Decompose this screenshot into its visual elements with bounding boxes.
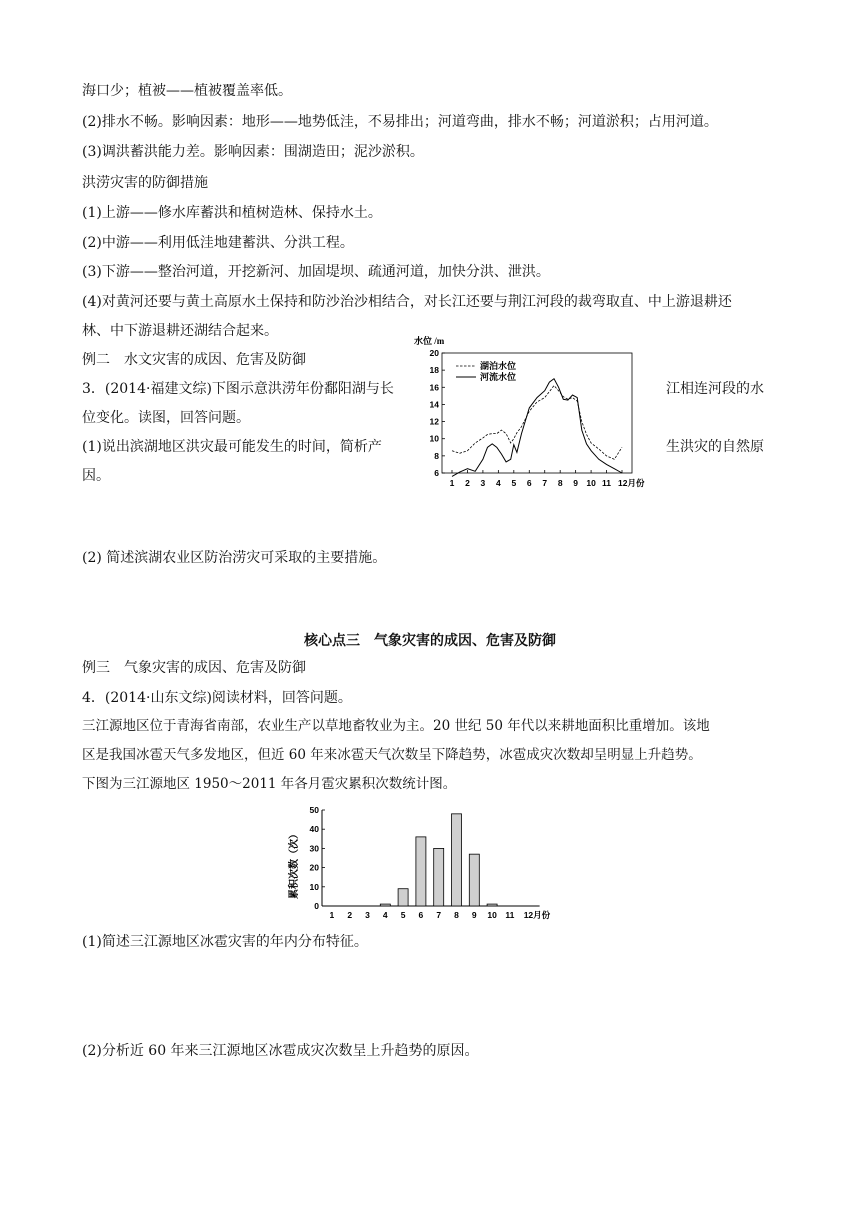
material-line-3: 下图为三江源地区 1950～2011 年各月雹灾累积次数统计图。	[82, 776, 457, 792]
chart2-ytick-label: 30	[309, 843, 319, 854]
question-4-intro: 4．(2014·山东文综)阅读材料，回答问题。	[82, 690, 352, 706]
question-3-intro-line2: 位变化。读图，回答问题。	[82, 410, 250, 426]
chart2-xtick-label: 1	[329, 910, 335, 920]
hail-bar-month-9	[469, 854, 479, 906]
chart2-xtick-label: 4	[382, 910, 388, 920]
chart1-xtick-label: 2	[465, 478, 470, 488]
question-3-intro: 3．(2014·福建文综)下图示意洪涝年份鄱阳湖与长	[82, 381, 394, 397]
example-two-title: 例二 水文灾害的成因、危害及防御	[82, 352, 306, 368]
example-three-title: 例三 气象灾害的成因、危害及防御	[82, 660, 306, 676]
text-line-5: (1)上游——修水库蓄洪和植树造林、保持水土。	[82, 205, 382, 221]
hail-bar-month-5	[398, 889, 408, 906]
question-4-part1: (1)简述三江源地区冰雹灾害的年内分布特征。	[82, 934, 368, 950]
question-3-part1-cont: 生洪灾的自然原	[666, 439, 764, 455]
question-4-part2: (2)分析近 60 年来三江源地区冰雹成灾次数呈上升趋势的原因。	[82, 1043, 479, 1059]
chart1-ytick-label: 18	[429, 365, 439, 376]
chart1-xtick-label: 7	[542, 478, 548, 488]
chart2-xtick-label: 7	[436, 910, 442, 920]
chart2-xtick-label: 9	[471, 910, 477, 920]
material-line-2: 区是我国冰雹天气多发地区，但近 60 年来冰雹天气次数呈下降趋势，冰雹成灾次数却呈明显上升趋势。	[82, 747, 702, 763]
chart1-ytick-label: 12	[429, 416, 439, 427]
chart2-xtick-label: 11	[505, 910, 515, 920]
chart2-xtick-label: 5	[400, 910, 406, 920]
chart2-xtick-label: 6	[418, 910, 424, 920]
lake-level-line	[452, 386, 622, 460]
chart1-ytick-label: 6	[434, 468, 439, 478]
river-level-line	[452, 379, 622, 477]
chart1-ytick-label: 8	[434, 450, 439, 461]
chart1-ytick-label: 10	[429, 433, 439, 444]
chart1-xtick-label: 10	[586, 478, 596, 488]
text-line-8: (4)对黄河还要与黄土高原水土保持和防沙治沙相结合，对长江还要与荆江河段的裁弯取直、中上游退耕还	[82, 294, 732, 310]
chart1-ytick-label: 14	[429, 399, 439, 410]
chart1-xtick-label: 4	[495, 478, 501, 488]
chart1-xtick-label: 9	[573, 478, 579, 488]
hail-bar-month-10	[487, 904, 497, 906]
text-line-4: 洪涝灾害的防御措施	[82, 175, 208, 191]
text-line-6: (2)中游——利用低洼地建蓄洪、分洪工程。	[82, 235, 354, 251]
legend-lake-label: 湖泊水位	[480, 361, 517, 371]
section-heading: 核心点三 气象灾害的成因、危害及防御	[304, 633, 556, 649]
text-line-3: (3)调洪蓄洪能力差。影响因素：围湖造田；泥沙淤积。	[82, 144, 424, 160]
chart2-xtick-label: 8	[454, 910, 459, 920]
text-line-2: (2)排水不畅。影响因素：地形——地势低洼，不易排出；河道弯曲，排水不畅；河道淤积；占用河道。	[82, 114, 718, 130]
material-line-1: 三江源地区位于青海省南部，农业生产以草地畜牧业为主。20 世纪 50 年代以来耕地面积比重增加。该地	[82, 718, 710, 734]
hail-bar-month-6	[416, 837, 426, 906]
chart1-xtick-label: 5	[511, 478, 517, 488]
chart2-ytick-label: 0	[314, 901, 319, 911]
chart2-xtick-label: 2	[347, 910, 353, 920]
hail-disaster-chart	[286, 804, 576, 922]
chart1-xtick-label: 12月份	[618, 478, 645, 488]
legend-river-label: 河流水位	[480, 372, 517, 382]
chart2-xtick-label: 3	[365, 910, 370, 920]
hail-bar-month-4	[380, 904, 390, 906]
chart1-xtick-label: 8	[557, 478, 563, 488]
chart1-xtick-label: 6	[526, 478, 532, 488]
question-3-part1-line2: 因。	[82, 468, 110, 484]
text-line-7: (3)下游——整治河道，开挖新河、加固堤坝、疏通河道，加快分洪、泄洪。	[82, 264, 550, 280]
chart1-frame	[442, 353, 632, 473]
text-line-1: 海口少；植被——植被覆盖率低。	[82, 83, 292, 99]
hail-bar-month-8	[452, 814, 462, 906]
chart1-xtick-label: 11	[602, 478, 612, 488]
question-3-part2: (2) 简述滨湖农业区防治涝灾可采取的主要措施。	[82, 550, 387, 566]
water-level-chart	[410, 333, 670, 491]
chart2-ytick-label: 40	[309, 824, 319, 835]
chart1-xtick-label: 1	[449, 478, 455, 488]
chart2-ylabel: 累积次数（次）	[289, 829, 300, 899]
hail-bar-month-7	[434, 848, 444, 906]
question-3-part1: (1)说出滨湖地区洪灾最可能发生的时间，简析产	[82, 439, 382, 455]
chart1-ylabel: 水位 /m	[414, 336, 445, 346]
chart2-xtick-label: 12月份	[523, 910, 551, 920]
chart1-ytick-label: 16	[429, 382, 439, 393]
chart2-xtick-label: 10	[487, 910, 497, 920]
chart1-xtick-label: 3	[480, 478, 486, 488]
chart2-ytick-label: 50	[309, 805, 319, 815]
text-line-9: 林、中下游退耕还湖结合起来。	[82, 323, 278, 339]
chart2-ytick-label: 20	[309, 862, 319, 873]
chart1-ytick-label: 20	[429, 348, 439, 358]
question-3-intro-cont: 江相连河段的水	[666, 381, 764, 397]
chart2-ytick-label: 10	[309, 881, 319, 892]
